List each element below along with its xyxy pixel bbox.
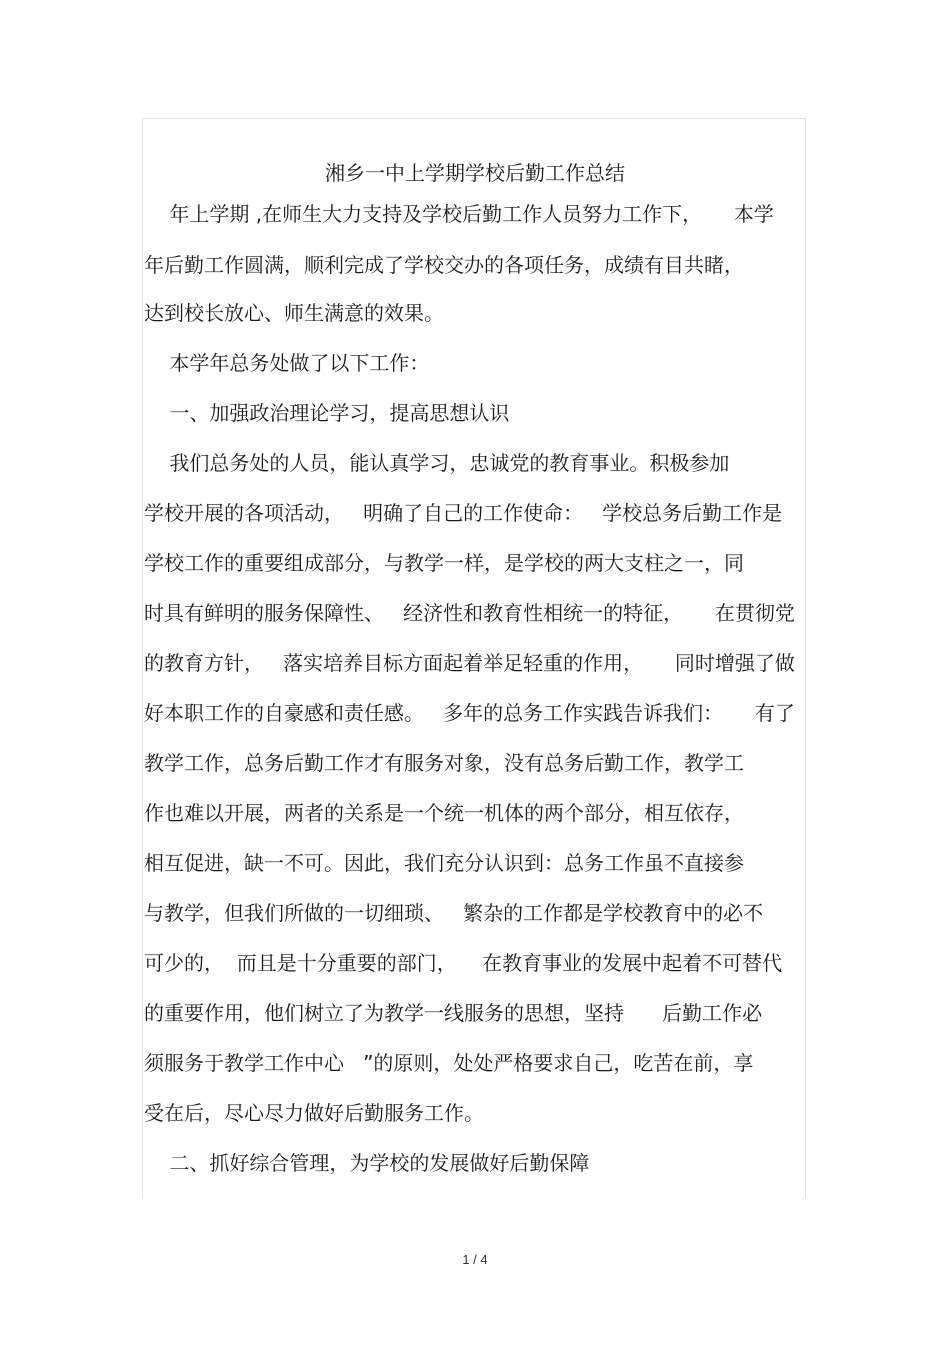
body-line: 达到校长放心、师生满意的效果。 [144, 301, 444, 325]
body-line: 的重要作用，他们树立了为教学一线服务的思想，坚持 后勤工作必 [144, 1001, 763, 1025]
body-line: 与教学，但我们所做的一切细琐、 繁杂的工作都是学校教育中的必不 [144, 901, 764, 925]
body-line: 本学年总务处做了以下工作： [144, 351, 430, 375]
body-line: 可少的， 而且是十分重要的部门， 在教育事业的发展中起着不可替代 [144, 951, 783, 975]
body-line: 受在后，尽心尽力做好后勤服务工作。 [144, 1101, 484, 1125]
body-line: 须服务于教学工作中心 ”的原则，处处严格要求自己，吃苦在前，享 [144, 1051, 754, 1075]
section-heading: 一、加强政治理论学习，提高思想认识 [144, 401, 510, 425]
body-line: 我们总务处的人员，能认真学习，忠诚党的教育事业。积极参加 [144, 451, 730, 475]
body-line: 的教育方针， 落实培养目标方面起着举足轻重的作用， 同时增强了做 [144, 651, 795, 675]
section-heading: 二、抓好综合管理，为学校的发展做好后勤保障 [144, 1151, 590, 1175]
body-line: 年上学期 ,在师生大力支持及学校后勤工作人员努力工作下， 本学 [144, 202, 774, 226]
body-line: 作也难以开展，两者的关系是一个统一机体的两个部分，相互依存， [144, 801, 744, 825]
body-line: 教学工作，总务后勤工作才有服务对象，没有总务后勤工作，教学工 [144, 751, 744, 775]
document-title: 湘乡一中上学期学校后勤工作总结 [325, 161, 625, 185]
body-line: 学校工作的重要组成部分，与教学一样，是学校的两大支柱之一，同 [144, 551, 744, 575]
body-line: 时具有鲜明的服务保障性、 经济性和教育性相统一的特征， 在贯彻党 [144, 601, 795, 625]
body-line: 好本职工作的自豪感和责任感。 多年的总务工作实践告诉我们： 有了 [144, 701, 795, 725]
body-line: 相互促进，缺一不可。因此，我们充分认识到：总务工作虽不直接参 [144, 851, 744, 875]
page-indicator: 1 / 4 [462, 1252, 488, 1267]
body-line: 学校开展的各项活动， 明确了自己的工作使命： 学校总务后勤工作是 [144, 501, 783, 525]
body-line: 年后勤工作圆满，顺利完成了学校交办的各项任务，成绩有目共睹， [144, 253, 744, 277]
